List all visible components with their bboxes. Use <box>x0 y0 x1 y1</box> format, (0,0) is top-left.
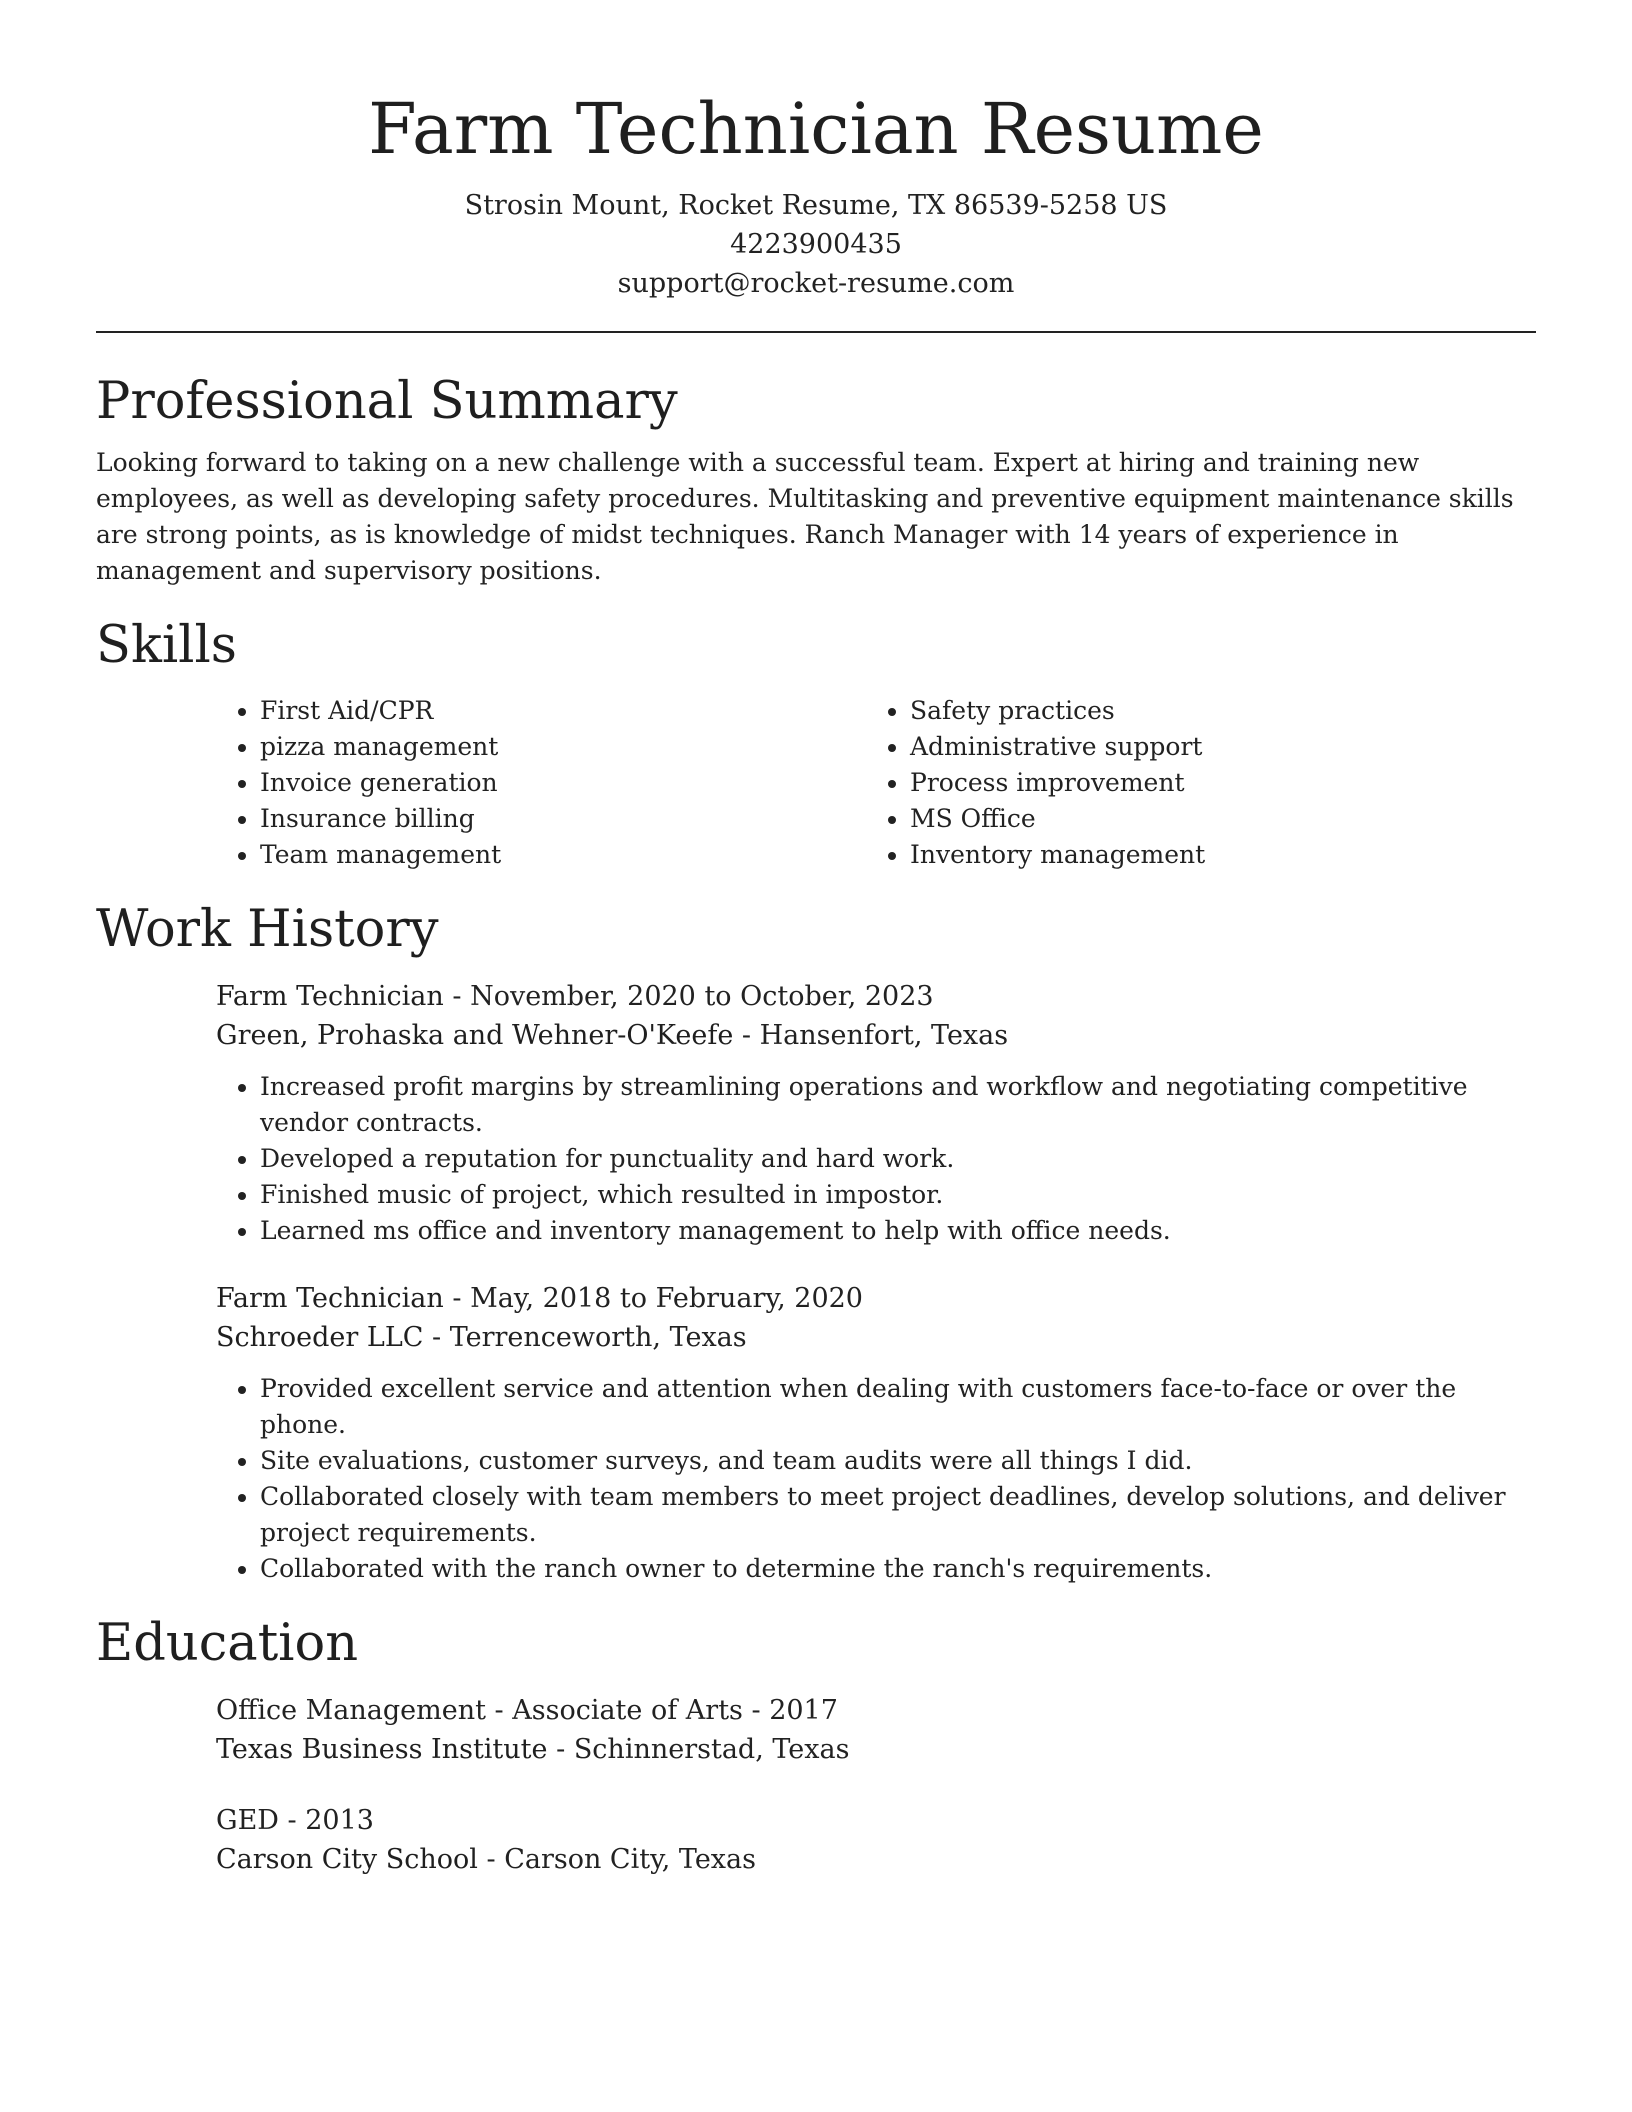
education-heading: Education <box>96 1614 359 1673</box>
job-bullet: • Learned ms office and inventory management to help with office needs. <box>260 1213 1536 1249</box>
phone: 4223900435 <box>730 229 902 260</box>
job-bullet: • Collaborated with the ranch owner to determine the ranch's requirements. <box>260 1551 1536 1587</box>
skill-item: • Administrative support <box>910 729 1516 765</box>
work-history-section <box>96 895 1536 1587</box>
summary-text: Looking forward to taking on a new challenge with a successful team. Expert at hiring and training new employees, as well as developing safety procedures. Multitasking and preventive equipment maintenance skills are strong points, as is knowledge of midst techniques. Ranch Manager with 14 years of experience in management and supervisory positions. <box>96 448 1514 585</box>
education-entry <box>216 1801 1536 1879</box>
skills-section <box>96 611 1536 873</box>
job-entry <box>216 977 1536 1249</box>
summary-section <box>96 367 1536 589</box>
skill-item: • pizza management <box>260 729 866 765</box>
resume-header <box>96 0 1536 303</box>
job-company: Green, Prohaska and Wehner-O'Keefe <box>216 1020 734 1051</box>
header-divider <box>96 331 1536 333</box>
degree-line: GED - 2013 <box>216 1805 374 1836</box>
education-entry <box>216 1691 1536 1769</box>
job-entry <box>216 1279 1536 1587</box>
job-bullets <box>216 1069 1536 1249</box>
job-company-line: Schroeder LLC - Terrenceworth, Texas <box>216 1322 747 1353</box>
job-bullet: • Provided excellent service and attention when dealing with customers face-to-face or over the phone. <box>260 1371 1536 1443</box>
job-company: Schroeder LLC <box>216 1322 424 1353</box>
skills-column-left <box>216 693 866 873</box>
skills-column-right <box>866 693 1516 873</box>
school-name: Carson City School <box>216 1844 478 1875</box>
skill-item: • Invoice generation <box>260 765 866 801</box>
job-dates: November, 2020 to October, 2023 <box>470 981 934 1012</box>
job-role: Farm Technician <box>216 1283 444 1314</box>
school-location: Schinnerstad, Texas <box>573 1734 850 1765</box>
skill-item: • Inventory management <box>910 837 1516 873</box>
skill-item: • Team management <box>260 837 866 873</box>
job-bullet: • Increased profit margins by streamlining operations and workflow and negotiating competitive vendor contracts. <box>260 1069 1536 1141</box>
degree-line: Office Management - Associate of Arts - 2017 <box>216 1695 838 1726</box>
job-title-line: Farm Technician - November, 2020 to October, 2023 <box>216 981 934 1012</box>
email: support@rocket-resume.com <box>617 268 1015 299</box>
job-location: Hansenfort, Texas <box>759 1020 1009 1051</box>
job-role: Farm Technician <box>216 981 444 1012</box>
skill-item: • Safety practices <box>910 693 1516 729</box>
resume-title: Farm Technician Resume <box>368 88 1264 170</box>
skill-item: • First Aid/CPR <box>260 693 866 729</box>
work-history-heading: Work History <box>96 900 439 959</box>
job-title-line: Farm Technician - May, 2018 to February, 2020 <box>216 1283 863 1314</box>
summary-heading: Professional Summary <box>96 372 678 431</box>
school-location: Carson City, Texas <box>504 1844 756 1875</box>
job-location: Terrenceworth, Texas <box>449 1322 747 1353</box>
school-name: Texas Business Institute <box>216 1734 548 1765</box>
contact-info <box>96 186 1536 303</box>
job-bullet: • Finished music of project, which resulted in impostor. <box>260 1177 1536 1213</box>
skill-item: • Insurance billing <box>260 801 866 837</box>
school-line: Carson City School - Carson City, Texas <box>216 1844 756 1875</box>
job-bullet: • Site evaluations, customer surveys, and team audits were all things I did. <box>260 1443 1536 1479</box>
job-bullet: • Collaborated closely with team members to meet project deadlines, develop solutions, and deliver project requirements. <box>260 1479 1536 1551</box>
skills-heading: Skills <box>96 616 237 675</box>
job-bullets <box>216 1371 1536 1587</box>
skills-list <box>216 693 1536 873</box>
education-section <box>96 1609 1536 1879</box>
school-line: Texas Business Institute - Schinnerstad, Texas <box>216 1734 850 1765</box>
skill-item: • Process improvement <box>910 765 1516 801</box>
skill-item: • MS Office <box>910 801 1516 837</box>
address: Strosin Mount, Rocket Resume, TX 86539-5258 US <box>464 190 1168 221</box>
job-dates: May, 2018 to February, 2020 <box>470 1283 863 1314</box>
job-bullet: • Developed a reputation for punctuality and hard work. <box>260 1141 1536 1177</box>
job-company-line: Green, Prohaska and Wehner-O'Keefe - Hansenfort, Texas <box>216 1020 1009 1051</box>
